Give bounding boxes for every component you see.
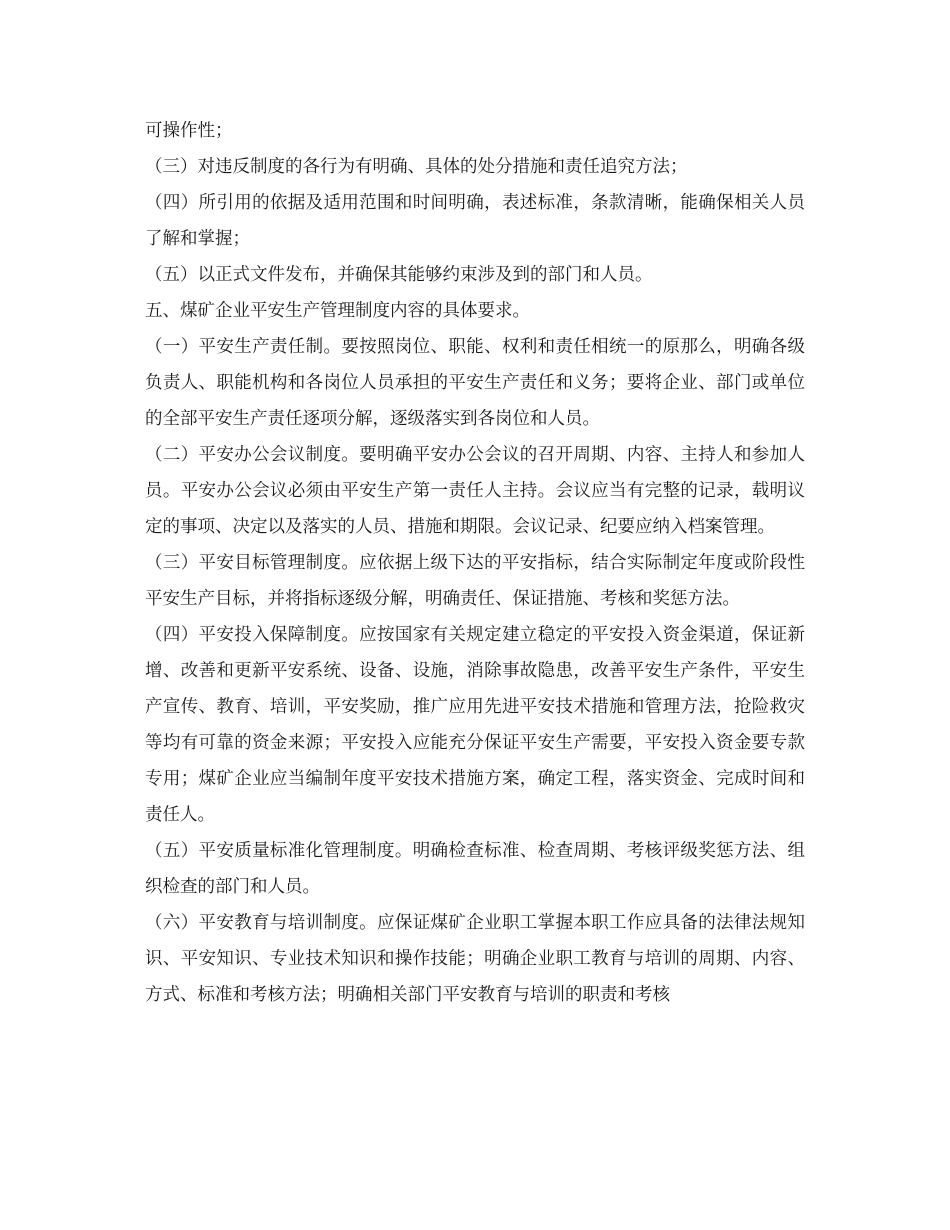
paragraph-target-management: （三）平安目标管理制度。应依据上级下达的平安指标，结合实际制定年度或阶段性平安生产目标，并将指标逐级分解，明确责任、保证措施、考核和奖惩方法。	[145, 553, 805, 609]
document-body	[145, 113, 805, 1013]
section-heading-5: 五、煤矿企业平安生产管理制度内容的具体要求。	[145, 301, 530, 321]
paragraph-operability: 可操作性；	[145, 121, 233, 141]
paragraph-item-4-basis: （四）所引用的依据及适用范围和时间明确，表述标准，条款清晰，能确保相关人员了解和掌握；	[145, 193, 805, 249]
paragraph-responsibility-system: （一）平安生产责任制。要按照岗位、职能、权利和责任相统一的原那么，明确各级负责人、职能机构和各岗位人员承担的平安生产责任和义务；要将企业、部门或单位的全部平安生产责任逐项分解，逐级落实到各岗位和人员。	[145, 337, 805, 429]
paragraph-item-3-penalty: （三）对违反制度的各行为有明确、具体的处分措施和责任追究方法；	[145, 157, 688, 177]
paragraph-investment-guarantee: （四）平安投入保障制度。应按国家有关规定建立稳定的平安投入资金渠道，保证新增、改善和更新平安系统、设备、设施，消除事故隐患，改善平安生产条件，平安生产宣传、教育、培训，平安奖励，推广应用先进平安技术措施和管理方法，抢险救灾等均有可靠的资金来源；平安投入应能充分保证平安生产需要，平安投入资金要专款专用；煤矿企业应当编制年度平安技术措施方案，确定工程，落实资金、完成时间和责任人。	[145, 625, 805, 825]
paragraph-education-training: （六）平安教育与培训制度。应保证煤矿企业职工掌握本职工作应具备的法律法规知识、平安知识、专业技术知识和操作技能；明确企业职工教育与培训的周期、内容、方式、标准和考核方法；明确相关部门平安教育与培训的职责和考核	[145, 913, 805, 1005]
paragraph-office-meeting: （二）平安办公会议制度。要明确平安办公会议的召开周期、内容、主持人和参加人员。平安办公会议必须由平安生产第一责任人主持。会议应当有完整的记录，载明议定的事项、决定以及落实的人员、措施和期限。会议记录、纪要应纳入档案管理。	[145, 445, 805, 537]
paragraph-item-5-publish: （五）以正式文件发布，并确保其能够约束涉及到的部门和人员。	[145, 265, 653, 285]
paragraph-quality-standardization: （五）平安质量标准化管理制度。明确检查标准、检查周期、考核评级奖惩方法、组织检查的部门和人员。	[145, 841, 805, 897]
